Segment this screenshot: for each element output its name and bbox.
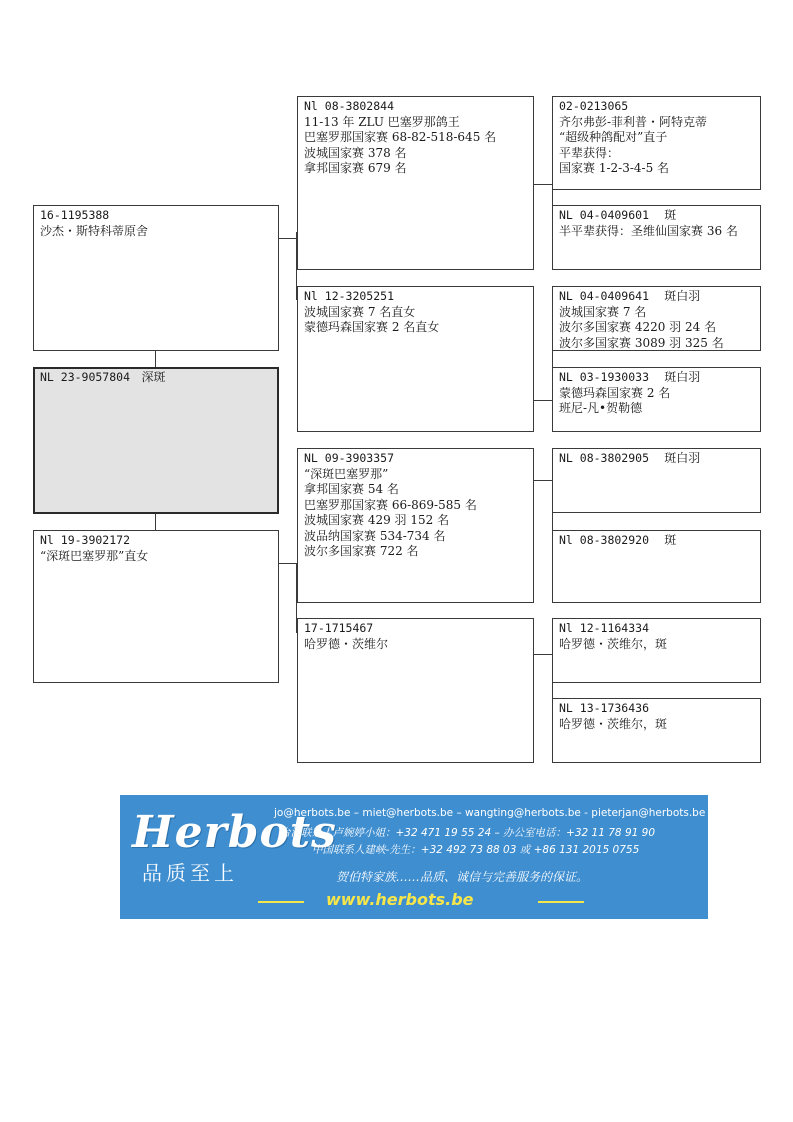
ds-line-3: 巴塞罗那国家赛 66-869-585 名 xyxy=(304,497,477,512)
banner-rule-left xyxy=(258,901,304,903)
sss-line-4: 国家赛 1-2-3-4-5 名 xyxy=(559,161,670,175)
ss-line-2: 巴塞罗那国家赛 68-82-518-645 名 xyxy=(304,130,497,144)
banner-website-link[interactable]: www.herbots.be xyxy=(326,890,474,909)
ss-line-4: 拿邦国家赛 679 名 xyxy=(304,161,407,175)
ddd-ring-number: NL 13-1736436 xyxy=(559,701,650,715)
pedigree-ssd-card xyxy=(552,205,761,270)
sss-line-2: “超级种鸽配对”直子 xyxy=(559,130,668,144)
pedigree-dss-card xyxy=(552,448,761,513)
sdd-line-1: 蒙德玛森国家赛 2 名 xyxy=(559,385,671,400)
ddd-line-1: 哈罗德・茨维尔，斑 xyxy=(559,716,668,731)
ds-line-2: 拿邦国家赛 54 名 xyxy=(304,482,399,496)
connector-sd-sds xyxy=(533,400,552,401)
connector-ds-dss xyxy=(533,480,552,481)
dd-line-1: 哈罗德・茨维尔 xyxy=(304,636,389,651)
sd-ring-number: Nl 12-3205251 xyxy=(304,289,395,303)
sds-ring-number: NL 04-0409641 xyxy=(559,289,650,303)
banner-tagline: 贺伯特家族……品质、诚信与完善服务的保证。 xyxy=(336,870,589,884)
pedigree-sdd-card xyxy=(552,367,761,432)
pedigree-dsd-card xyxy=(552,530,761,603)
pedigree-sds-card xyxy=(552,286,761,351)
pedigree-sire-card xyxy=(33,205,279,351)
ss-ring-number: Nl 08-3802844 xyxy=(304,99,395,113)
pedigree-ds-card xyxy=(297,448,534,603)
sds-line-1: 波城国家赛 7 名 xyxy=(559,304,647,319)
sds-color: 斑白羽 xyxy=(664,289,701,303)
sds-line-3: 波尔多国家赛 3089 羽 325 名 xyxy=(559,335,724,350)
dds-line-1: 哈罗德・茨维尔，斑 xyxy=(559,636,668,651)
sdd-color: 斑白羽 xyxy=(664,370,701,384)
sss-ring-number: 02-0213065 xyxy=(559,99,629,113)
herbots-logo: Herbots xyxy=(132,807,337,858)
sss-line-3: 平辈获得： xyxy=(559,145,620,160)
ds-ring-number: NL 09-3903357 xyxy=(304,451,395,465)
ds-line-4: 波城国家赛 429 羽 152 名 xyxy=(304,513,450,527)
connector-sire-sd xyxy=(278,238,297,239)
pedigree-dam-card xyxy=(33,530,279,683)
sds-line-2: 波尔多国家赛 4220 羽 24 名 xyxy=(559,320,717,334)
connector-dd-dds xyxy=(533,654,552,655)
pedigree-sd-card xyxy=(297,286,534,432)
banner-taiwan-contact: 台湾联系人卢婉婷小姐：+32 471 19 55 24 – 办公室电话：+32 11 78 91 90 xyxy=(280,827,656,839)
herbots-banner xyxy=(120,795,708,919)
ds-line-6: 波尔多国家赛 722 名 xyxy=(304,544,419,558)
ssd-line-1: 半平辈获得：圣维仙国家赛 36 名 xyxy=(559,223,738,238)
banner-slogan: 品质至上 xyxy=(142,861,238,885)
banner-china-contact: 中国联系人建峡-先生：+32 492 73 88 03 或 +86 131 2015 0755 xyxy=(312,844,640,856)
connector-ss-sss xyxy=(533,184,552,185)
banner-emails[interactable]: jo@herbots.be – miet@herbots.be – wangting@herbots.be - pieterjan@herbots.be xyxy=(274,807,706,819)
subject-color: 深斑 xyxy=(141,370,166,384)
pedigree-ss-card xyxy=(297,96,534,270)
subject-ring-number: NL 23-9057804 xyxy=(40,370,131,384)
dam-line-1: “深斑巴塞罗那”直女 xyxy=(40,548,149,563)
dam-ring-number: Nl 19-3902172 xyxy=(40,533,131,547)
sire-line-1: 沙杰・斯特科蒂原舍 xyxy=(40,223,149,238)
dsd-ring-number: Nl 08-3802920 xyxy=(559,533,650,547)
banner-rule-right xyxy=(538,901,584,903)
dd-ring-number: 17-1715467 xyxy=(304,621,374,635)
dds-ring-number: Nl 12-1164334 xyxy=(559,621,650,635)
sss-line-1: 齐尔弗彭-菲利普・阿特克蒂 xyxy=(559,114,708,129)
sdd-line-2: 班尼-凡•贺勒德 xyxy=(559,401,643,415)
ssd-ring-number: NL 04-0409601 xyxy=(559,208,650,222)
ds-line-1: “深斑巴塞罗那” xyxy=(304,466,389,481)
connector-dam-ds xyxy=(278,563,297,564)
connector-subject-dam xyxy=(155,514,156,530)
sd-line-2: 蒙德玛森国家赛 2 名直女 xyxy=(304,320,440,334)
ss-line-1: 11-13 年 ZLU 巴塞罗那鸽王 xyxy=(304,114,460,129)
ss-line-3: 波城国家赛 378 名 xyxy=(304,145,407,160)
dss-color: 斑白羽 xyxy=(664,451,701,465)
pedigree-sss-card xyxy=(552,96,761,190)
sire-ring-number: 16-1195388 xyxy=(40,208,110,222)
sdd-ring-number: NL 03-1930033 xyxy=(559,370,650,384)
pedigree-ddd-card xyxy=(552,698,761,763)
pedigree-dd-card xyxy=(297,618,534,763)
pedigree-subject-card xyxy=(33,367,279,514)
sd-line-1: 波城国家赛 7 名直女 xyxy=(304,304,416,319)
ssd-color: 斑 xyxy=(664,208,677,222)
dss-ring-number: NL 08-3802905 xyxy=(559,451,650,465)
connector-sire-subject xyxy=(155,350,156,367)
pedigree-dds-card xyxy=(552,618,761,683)
dsd-color: 斑 xyxy=(664,533,677,547)
ds-line-5: 波品纳国家赛 534-734 名 xyxy=(304,528,446,543)
